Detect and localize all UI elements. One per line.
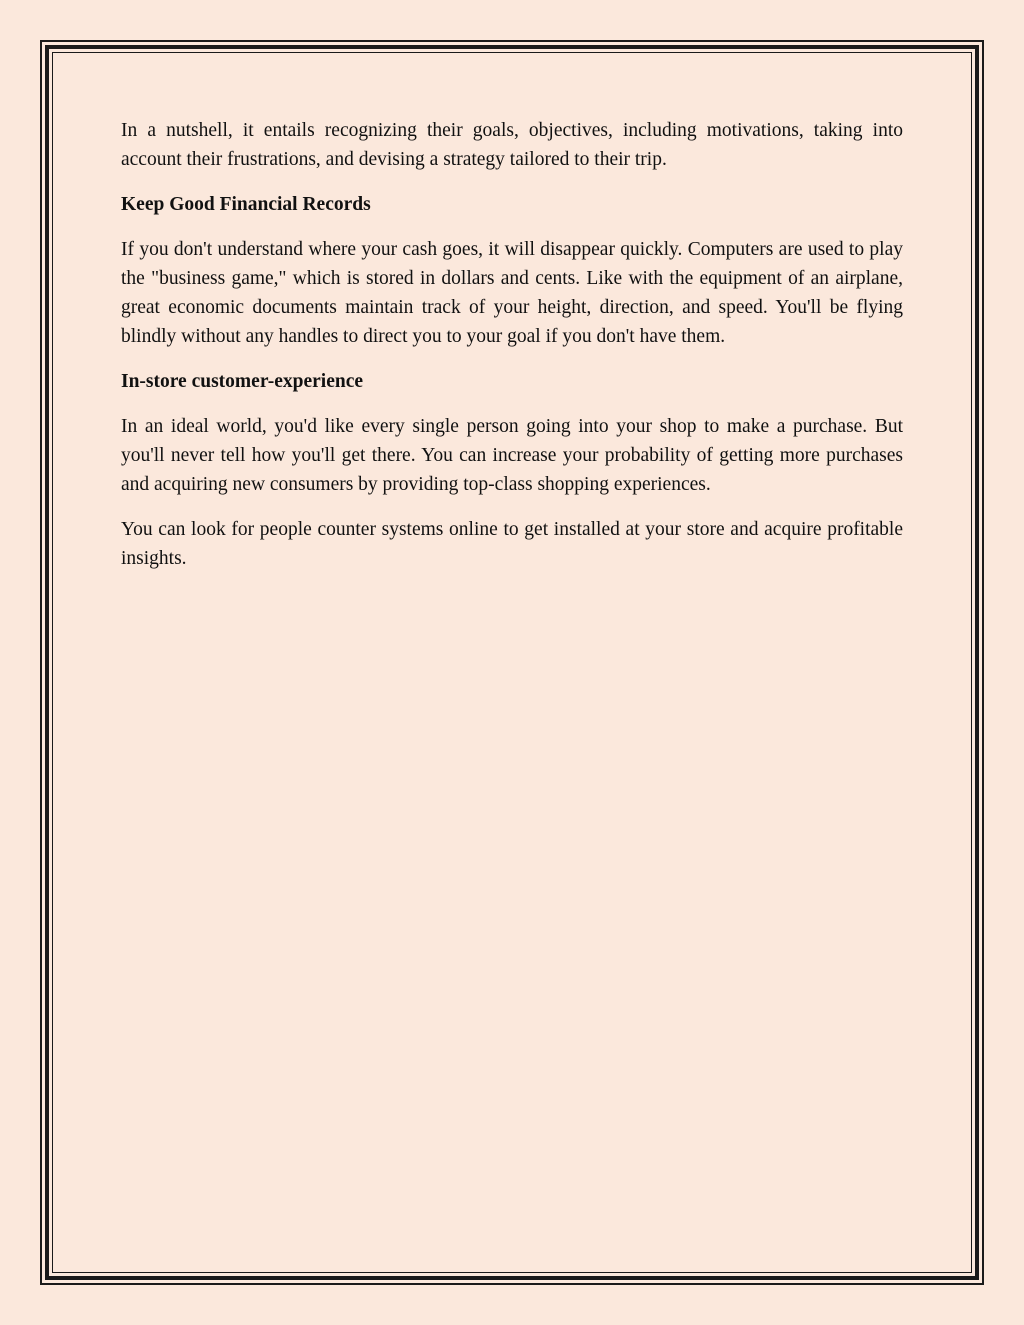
paragraph-people-counter: You can look for people counter systems online to get installed at your store and acquire profitable insights. — [121, 519, 903, 569]
paragraph-financial-records: If you don't understand where your cash goes, it will disappear quickly. Computers are used to play the "business game," which is stored in dollars and cents. Like with the equipment of an airplane, great economic documents maintain track of your height, direction, and speed. You'll be flying blindly without any handles to direct you to your goal if you don't have them. — [121, 239, 903, 347]
document-body — [121, 116, 903, 589]
paragraph-customer-experience: In an ideal world, you'd like every single person going into your shop to make a purchase. But you'll never tell how you'll get there. You can increase your probability of getting more purchases and acquiring new consumers by providing top-class shopping experiences. — [121, 416, 903, 495]
heading-financial-records: Keep Good Financial Records — [121, 194, 371, 215]
paragraph-intro: In a nutshell, it entails recognizing their goals, objectives, including motivations, taking into account their frustrations, and devising a strategy tailored to their trip. — [121, 120, 903, 170]
heading-customer-experience: In-store customer-experience — [121, 371, 364, 392]
